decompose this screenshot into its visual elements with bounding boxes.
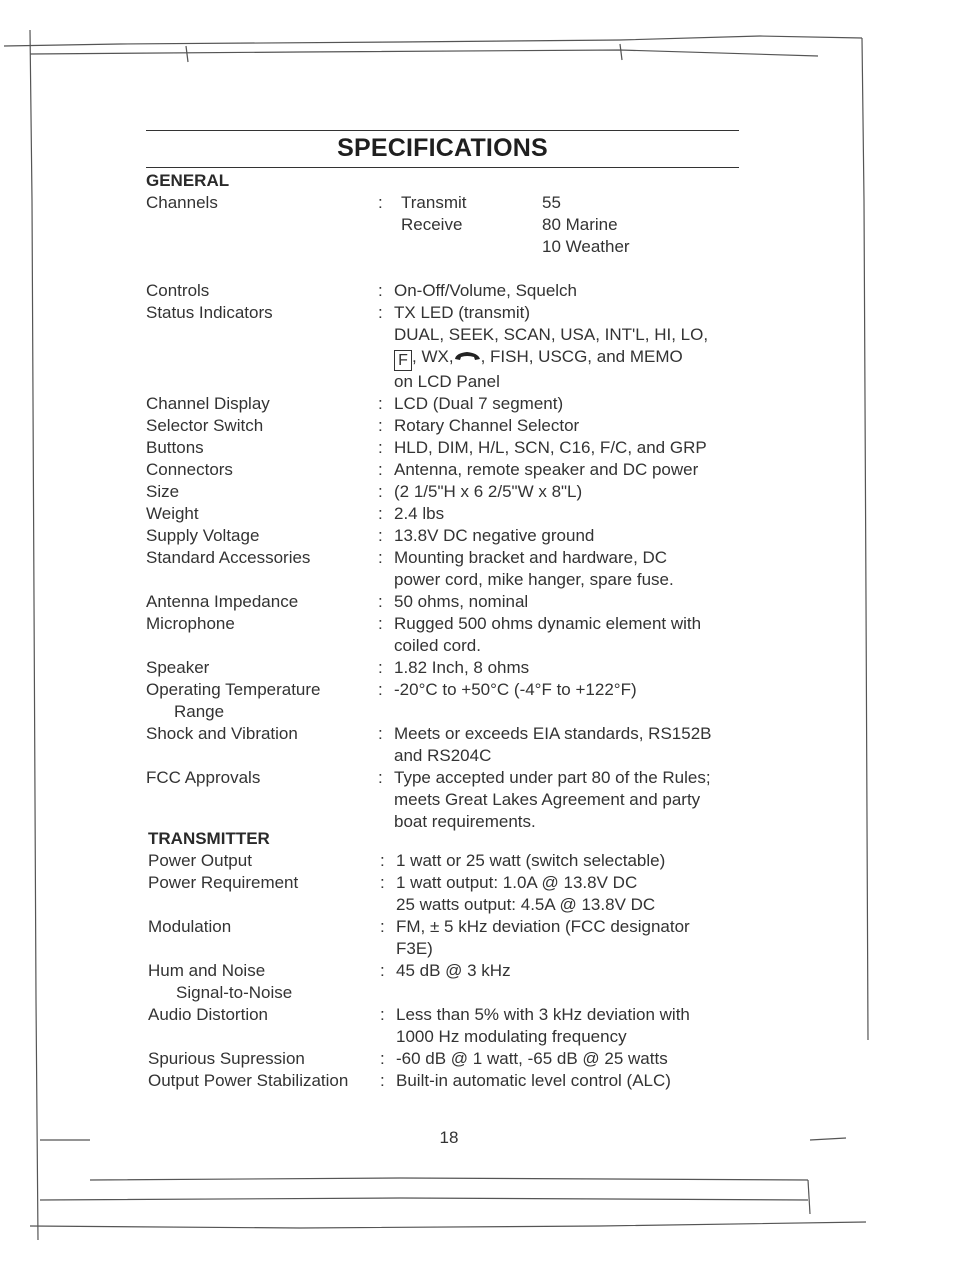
spec-value: 13.8V DC negative ground [394,526,595,545]
spec-colon: : [378,394,383,413]
channel-count: 80 Marine [542,215,618,234]
spec-value-line: FM, ± 5 kHz deviation (FCC designator [396,917,690,936]
spec-colon: : [380,851,385,870]
channel-count: 55 [542,193,561,212]
spec-colon: : [380,917,385,936]
lcd-f-icon: F [394,350,412,371]
spec-value: Rotary Channel Selector [394,416,580,435]
spec-label: Selector Switch [146,416,264,435]
spec-label: Power Output [148,851,252,870]
spec-row-controls [146,280,746,302]
spec-label: Output Power Stabilization [148,1071,349,1090]
spec-colon: : [378,724,383,743]
spec-colon: : [378,482,383,501]
spec-colon: : [378,680,383,699]
spec-row-spurious-supression [148,1048,748,1070]
spec-row-selector-switch [146,415,746,437]
spec-row-buttons [146,437,746,459]
spec-colon: : [380,873,385,892]
spec-label: Size [146,482,180,501]
page-title: SPECIFICATIONS [337,134,548,162]
spec-row-supply-voltage [146,525,746,547]
spec-value-line: coiled cord. [394,636,481,655]
spec-value: (2 1/5"H x 6 2/5"W x 8"L) [394,482,583,501]
spec-row-size [146,481,746,503]
spec-value-line: meets Great Lakes Agreement and party [394,790,701,809]
spec-value: 45 dB @ 3 kHz [396,961,511,980]
spec-label-continued: Range [174,702,225,721]
spec-colon: : [378,460,383,479]
page-number [0,1128,954,1148]
spec-colon: : [380,1005,385,1024]
spec-row-operating-temperature [146,679,746,723]
spec-value-line: Type accepted under part 80 of the Rules; [394,768,711,787]
spec-value: 2.4 lbs [394,504,445,523]
spec-label: Shock and Vibration [146,724,298,743]
spec-row-weight [146,503,746,525]
spec-label: Buttons [146,438,204,457]
spec-value: -60 dB @ 1 watt, -65 dB @ 25 watts [396,1049,668,1068]
spec-value-line: on LCD Panel [394,372,500,391]
spec-value-line: boat requirements. [394,812,536,831]
spec-row-standard-accessories [146,547,746,591]
spec-row-power-requirement [148,872,748,916]
spec-colon: : [380,1049,385,1068]
title-rule-bottom [146,167,739,168]
spec-value: Antenna, remote speaker and DC power [394,460,699,479]
channel-type: Transmit [401,193,467,212]
section-heading-general: GENERAL [146,171,230,190]
spec-value-line: TX LED (transmit) [394,303,531,322]
spec-colon: : [378,281,383,300]
spec-colon: : [378,504,383,523]
spec-value-text: , FISH, USCG, and MEMO [480,347,683,366]
spec-label: Weight [146,504,199,523]
spec-value-line: 25 watts output: 4.5A @ 13.8V DC [396,895,656,914]
spec-row-shock-vibration [146,723,746,767]
spec-label: Controls [146,281,210,300]
spec-row-status-indicators [146,302,746,393]
spec-label: Speaker [146,658,210,677]
spec-label: FCC Approvals [146,768,261,787]
spec-label: Antenna Impedance [146,592,299,611]
spec-colon: : [378,548,383,567]
spec-value-line: 1 watt output: 1.0A @ 13.8V DC [396,873,638,892]
spec-value-text: , WX, [412,347,454,366]
spec-label: Power Requirement [148,873,299,892]
spec-colon: : [380,1071,385,1090]
channel-type: Receive [401,215,463,234]
channel-type [401,236,542,258]
spec-colon: : [378,193,383,212]
spec-row-fcc-approvals [146,767,746,833]
spec-colon: : [378,614,383,633]
spec-value-line [394,346,746,371]
spec-value-channels [394,192,746,258]
spec-value: 50 ohms, nominal [394,592,529,611]
spec-value-line: Rugged 500 ohms dynamic element with [394,614,702,633]
spec-row-output-power-stabilization [148,1070,748,1092]
spec-label: Modulation [148,917,232,936]
spec-label: Standard Accessories [146,548,311,567]
spec-label: Audio Distortion [148,1005,269,1024]
general-section [146,170,746,833]
spec-colon: : [378,768,383,787]
spec-row-power-output [148,850,748,872]
channel-count: 10 Weather [542,237,630,256]
spec-value: HLD, DIM, H/L, SCN, C16, F/C, and GRP [394,438,707,457]
telephone-icon [454,350,481,362]
spec-colon: : [378,526,383,545]
spec-value-line: DUAL, SEEK, SCAN, USA, INT'L, HI, LO, [394,325,709,344]
spec-row-connectors [146,459,746,481]
spec-colon: : [378,592,383,611]
spec-row-modulation [148,916,748,960]
spec-label: Hum and Noise [148,961,266,980]
spec-colon: : [378,658,383,677]
transmitter-section [148,828,748,1092]
spec-value: On-Off/Volume, Squelch [394,281,578,300]
spec-row-microphone [146,613,746,657]
spec-row-audio-distortion [148,1004,748,1048]
spec-value-line: and RS204C [394,746,492,765]
spec-value-line: power cord, mike hanger, spare fuse. [394,570,674,589]
spec-value-line: Less than 5% with 3 kHz deviation with [396,1005,690,1024]
spec-value: -20°C to +50°C (-4°F to +122°F) [394,680,637,699]
spec-value-line: 1000 Hz modulating frequency [396,1027,627,1046]
spec-label: Channel Display [146,394,270,413]
spec-row-channels [146,192,746,258]
spec-label: Spurious Supression [148,1049,305,1068]
spec-label: Microphone [146,614,235,633]
spec-colon: : [378,438,383,457]
spec-value: 1 watt or 25 watt (switch selectable) [396,851,666,870]
spec-row-hum-noise [148,960,748,1004]
spec-value-line: Meets or exceeds EIA standards, RS152B [394,724,712,743]
section-heading-transmitter: TRANSMITTER [148,829,270,848]
spec-label: Operating Temperature [146,680,321,699]
spec-row-channel-display [146,393,746,415]
page-number-text: 18 [439,1128,459,1147]
spec-value: LCD (Dual 7 segment) [394,394,564,413]
spec-colon: : [378,303,383,322]
spec-label: Supply Voltage [146,526,260,545]
spec-value-line: Mounting bracket and hardware, DC [394,548,668,567]
spec-value-status-indicators [394,302,746,393]
spec-label-continued: Signal-to-Noise [176,983,293,1002]
spec-row-antenna-impedance [146,591,746,613]
spec-colon: : [378,416,383,435]
spec-value: Built-in automatic level control (ALC) [396,1071,671,1090]
spec-value: 1.82 Inch, 8 ohms [394,658,530,677]
spec-value-line: F3E) [396,939,433,958]
spec-row-speaker [146,657,746,679]
spec-label: Connectors [146,460,233,479]
title-rule-top [146,130,739,131]
spec-colon: : [380,961,385,980]
spec-label: Channels [146,193,218,212]
spec-label: Status Indicators [146,303,273,322]
